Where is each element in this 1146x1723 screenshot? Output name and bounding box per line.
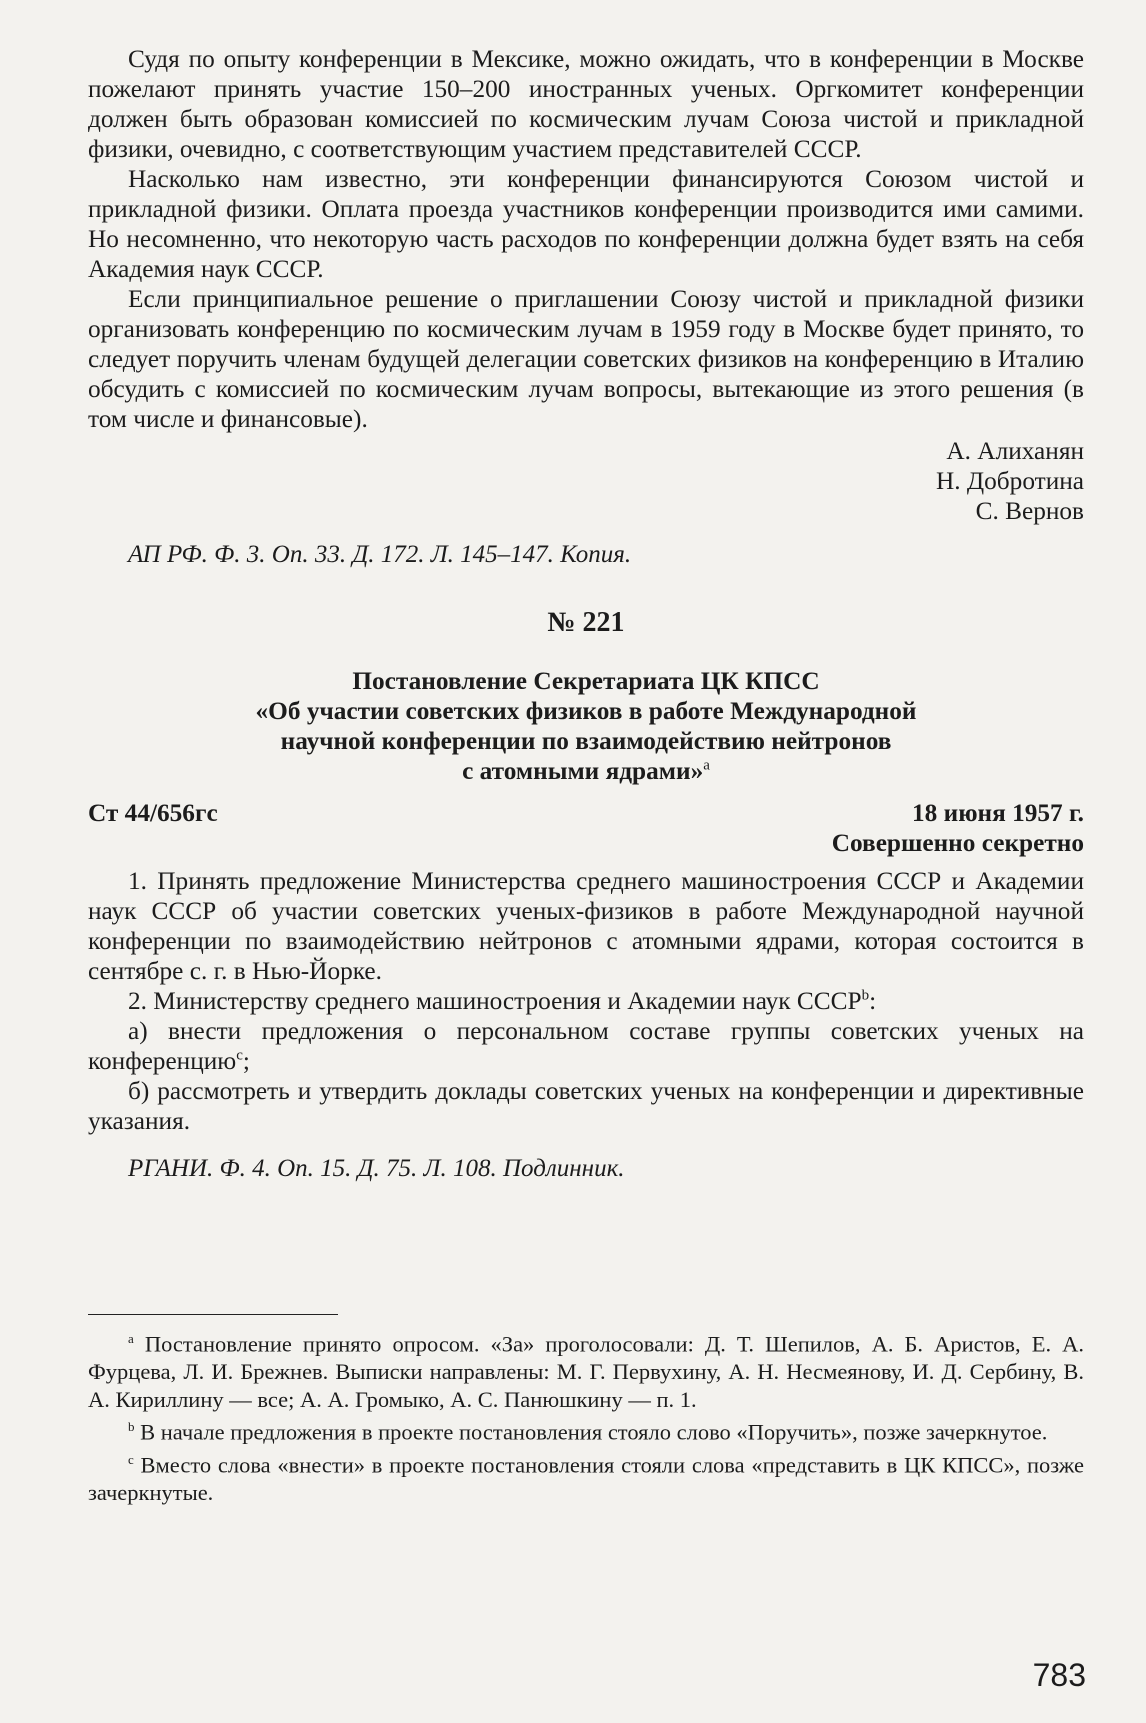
intro-paragraph-2: Насколько нам известно, эти конференции финансируются Союзом чистой и прикладной физики. Оплата проезда участников конференции производится ими самими. Но несомненно, что некоторую часть расходов по конференции должна будет взять на себя Академия наук СССР. — [88, 165, 1084, 283]
footnote-a-text: Постановление принято опросом. «За» проголосовали: Д. Т. Шепилов, А. Б. Аристов, Е. А. Фурцева, Л. И. Брежнев. Выписки направлены: М. Г. Первухину, А. Н. Несмеянову, И. Д. Сербину, В. А. Кириллину — все; А. А. Громыко, А. С. Панюшкину — п. 1. — [88, 1331, 1084, 1412]
archive-source-2: РГАНИ. Ф. 4. Оп. 15. Д. 75. Л. 108. Подлинник. — [128, 1155, 625, 1182]
classification-stamp: Совершенно секретно — [831, 829, 1084, 857]
archive-source-1: АП РФ. Ф. 3. Оп. 33. Д. 172. Л. 145–147. Копия. — [128, 541, 632, 568]
footnote-c — [88, 1446, 1084, 1507]
intro-paragraph-3: Если принципиальное решение о приглашении Союзу чистой и прикладной физики организовать конференцию по космическим лучам в 1959 году в Москве будет принято, то следует поручить членам будущей делегации советских физиков на конференцию в Италию обсудить с комиссией по космическим лучам вопросы, вытекающие из этого решения (в том числе и финансовые). — [88, 285, 1084, 433]
item-2-text: 2. Министерству среднего машиностроения и Академии наук СССР — [128, 987, 862, 1015]
footnote-c-text: Вместо слова «внести» в проекте постановления стояли слова «представить в ЦК КПСС», позже зачеркнутые. — [88, 1452, 1084, 1505]
intro-paragraph-1: Судя по опыту конференции в Мексике, можно ожидать, что в конференции в Москве пожелают принять участие 150–200 иностранных ученых. Оргкомитет конференции должен быть образован комиссией по космическим лучам Союза чистой и прикладной физики, очевидно, с соответствующим участием представителей СССР. — [88, 45, 1084, 163]
document-date: 18 июня 1957 г. — [912, 799, 1084, 827]
page-content — [88, 44, 1084, 1507]
document-number: № 221 — [547, 607, 625, 638]
title-line-3: научной конференции по взаимодействию нейтронов — [280, 727, 892, 755]
footnote-b-mark: b — [128, 1419, 135, 1434]
footnote-c-mark: c — [128, 1452, 134, 1467]
item-1: 1. Принять предложение Министерства среднего машиностроения СССР и Академии наук СССР об участии советских ученых-физиков в работе Международной научной конференции по взаимодействию нейтронов с атомными ядрами, которая состоится в сентябре с. г. в Нью-Йорке. — [88, 867, 1084, 985]
item-2a — [88, 1016, 1084, 1076]
document-reference: Ст 44/656гс — [88, 799, 218, 827]
document-meta-row — [88, 798, 1084, 828]
signature-dobrotina: Н. Добротина — [935, 467, 1084, 495]
footnote-b — [88, 1413, 1084, 1446]
footnote-a — [88, 1325, 1084, 1413]
footnotes — [88, 1325, 1084, 1507]
document-title — [88, 666, 1084, 786]
footnote-divider — [88, 1314, 338, 1315]
item-2-colon: : — [869, 987, 877, 1015]
item-2b: б) рассмотреть и утвердить доклады советских ученых на конференции и директивные указания. — [88, 1077, 1084, 1135]
title-footnote-mark: a — [703, 757, 710, 774]
signature-alikhanyan: А. Алиханян — [946, 437, 1084, 465]
title-line-4: с атомными ядрами» — [462, 757, 704, 785]
item-2a-text: а) внести предложения о персональном составе группы советских ученых на конференцию — [88, 1017, 1084, 1075]
item-2a-end: ; — [242, 1047, 250, 1075]
footnote-a-mark: a — [128, 1331, 134, 1346]
signature-vernov: С. Вернов — [975, 497, 1084, 525]
resolution-items — [88, 866, 1084, 1136]
footnote-b-text: В начале предложения в проекте постановления стояло слово «Поручить», позже зачеркнутое. — [140, 1419, 1048, 1445]
item-2 — [88, 986, 1084, 1016]
title-line-2: «Об участии советских физиков в работе Международной — [255, 697, 917, 725]
signatures — [88, 436, 1084, 526]
page-number: 783 — [1032, 1657, 1086, 1693]
title-line-1: Постановление Секретариата ЦК КПСС — [352, 667, 820, 695]
title-line-4-wrap — [88, 756, 1084, 786]
item-2a-footnote-mark: c — [236, 1047, 243, 1064]
item-2-footnote-mark: b — [861, 987, 870, 1004]
